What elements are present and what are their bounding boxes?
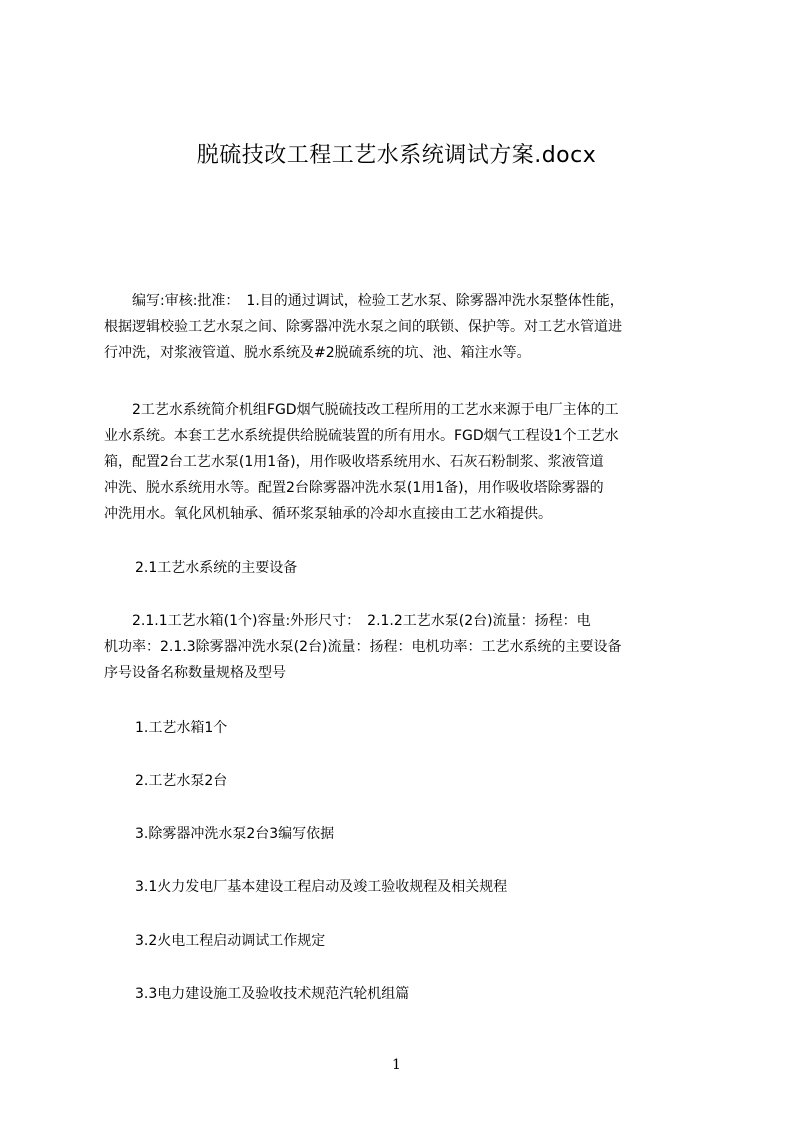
paragraph-line: 2.1.1工艺水箱(1个)容量:外形尺寸： 2.1.2工艺水泵(2台)流量：扬程：电 [104,613,591,629]
paragraph-line: 机功率：2.1.3除雾器冲洗水泵(2台)流量：扬程：电机功率：工艺水系统的主要设备 [104,639,622,655]
paragraph-line: 业水系统。本套工艺水系统提供给脱硫装置的所有用水。FGD烟气工程设1个工艺水 [104,428,619,444]
document-title: 脱硫技改工程工艺水系统调试方案.docx [196,143,597,168]
paragraph-line: 冲洗用水。氧化风机轴承、循环浆泵轴承的冷却水直接由工艺水箱提供。 [104,506,552,522]
paragraph-line: 行冲洗，对浆液管道、脱水系统及#2脱硫系统的坑、池、箱注水等。 [104,345,531,361]
paragraph-equipment-specs [104,608,696,686]
list-item: 3.1火力发电厂基本建设工程启动及竣工验收规程及相关规程 [135,879,508,895]
section-heading-main-equipment: 2.1工艺水系统的主要设备 [135,560,298,576]
list-item: 3.除雾器冲洗水泵2台3编写依据 [135,826,335,842]
page-number: 1 [392,1057,401,1073]
paragraph-purpose [104,288,696,366]
list-item: 2.工艺水泵2台 [135,773,228,789]
list-item: 1.工艺水箱1个 [135,720,228,736]
list-item: 3.3电力建设施工及验收技术规范汽轮机组篇 [135,986,410,1002]
paragraph-line: 冲洗、脱水系统用水等。配置2台除雾器冲洗水泵(1用1备)，用作吸收塔除雾器的 [104,480,604,496]
paragraph-line: 序号设备名称数量规格及型号 [104,665,286,681]
paragraph-line: 2工艺水系统简介机组FGD烟气脱硫技改工程所用的工艺水来源于电厂主体的工 [104,402,619,418]
paragraph-line: 箱，配置2台工艺水泵(1用1备)，用作吸收塔系统用水、石灰石粉制浆、浆液管道 [104,454,604,470]
paragraph-line: 根据逻辑校验工艺水泵之间、除雾器冲洗水泵之间的联锁、保护等。对工艺水管道进 [104,319,622,335]
paragraph-line: 编写:审核:批准： 1.目的通过调试，检验工艺水泵、除雾器冲洗水泵整体性能， [104,293,624,309]
paragraph-system-intro [104,397,696,527]
list-item: 3.2火电工程启动调试工作规定 [135,933,326,949]
